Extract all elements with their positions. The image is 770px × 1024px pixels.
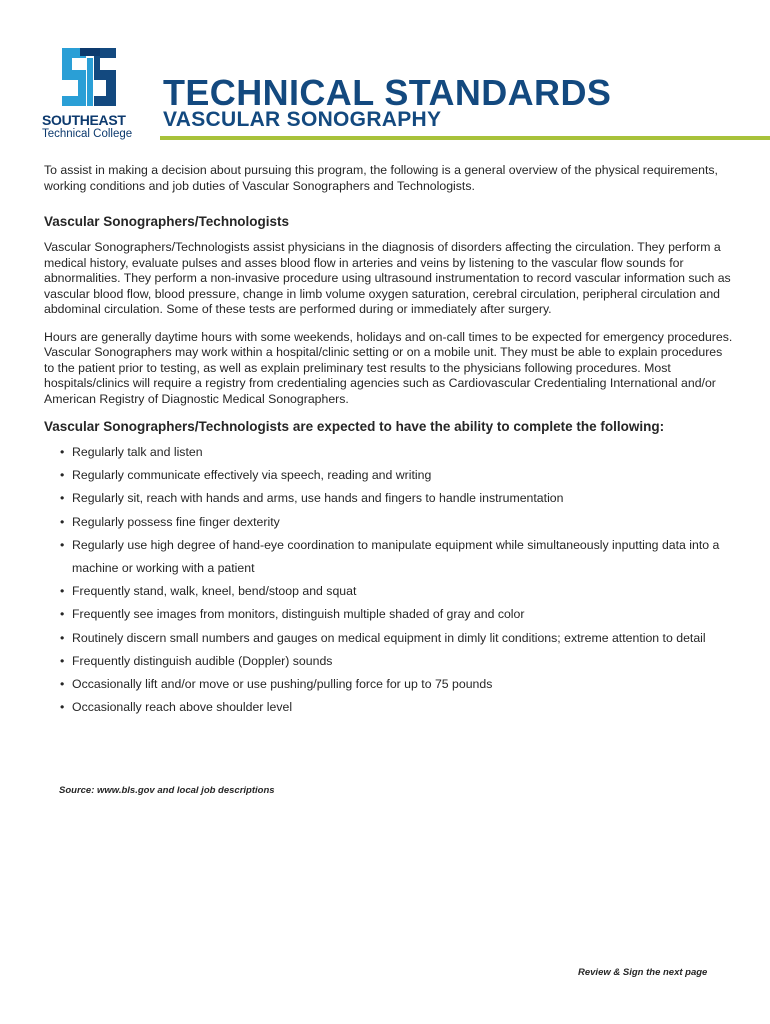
- list-item-text: Regularly talk and listen: [72, 445, 203, 459]
- bullet-icon: •: [60, 537, 65, 552]
- list-item-text: Regularly communicate effectively via speech, reading and writing: [72, 468, 432, 483]
- document-body: [44, 163, 734, 719]
- list-item-text: Regularly sit, reach with hands and arms, use hands and fingers to handle instrumentation: [72, 491, 564, 506]
- list-item: [60, 511, 740, 534]
- list-item: [60, 650, 740, 673]
- bullet-icon: •: [60, 468, 65, 483]
- list-item: [60, 627, 740, 650]
- header-divider: [160, 136, 770, 140]
- list-item-text: Frequently see images from monitors, distinguish multiple shaded of gray and color: [72, 607, 525, 622]
- bullet-icon: •: [60, 584, 65, 599]
- role-description-paragraph: Vascular Sonographers/Technologists assist physicians in the diagnosis of disorders affecting the circulation. They perform a medical history, evaluate pulses and asses blood flow in arteries and veins by listening to the vascular flow sounds for abnormalities. They perform a non-invasive procedure using ultrasound instrumentation to record vascular information such as vascular blood flow, blood pressure, change in limb volume oxygen saturation, cerebral circulation, peripheral circulation and abdominal circulation. Some of these tests are performed during or immediately after surgery.: [44, 240, 731, 316]
- list-item: [60, 603, 740, 626]
- bullet-icon: •: [60, 491, 65, 506]
- section-heading-requirements: Vascular Sonographers/Technologists are expected to have the ability to complete the following:: [44, 419, 665, 434]
- bullet-icon: •: [60, 630, 65, 645]
- list-item: [60, 580, 740, 603]
- list-item: [60, 487, 740, 510]
- list-item: [60, 696, 740, 719]
- list-item-text: Regularly use high degree of hand-eye coordination to manipulate equipment while simultaneously inputting data into a machine or working with a patient: [72, 537, 720, 576]
- next-page-note: Review & Sign the next page: [578, 967, 708, 978]
- page-subtitle: VASCULAR SONOGRAPHY: [163, 108, 442, 131]
- list-item-text: Regularly possess fine finger dexterity: [72, 514, 280, 529]
- working-conditions-paragraph: Hours are generally daytime hours with some weekends, holidays and on-call times to be expected for emergency procedures. Vascular Sonographers may work within a hospital/clinic setting or on a mobile unit. They must be able to explain procedures to the patient prior to testing, as well as explain preliminary test results to the physicians following procedures. Most hospitals/clinics will require a registry from credentialing agencies such as Cardiovascular Credentialing International and/or American Registry of Diagnostic Medical Sonographers.: [44, 329, 733, 406]
- st-monogram-icon: [58, 44, 120, 110]
- logo-subname: Technical College: [42, 128, 133, 140]
- list-item: [60, 534, 740, 580]
- bullet-icon: •: [60, 700, 65, 715]
- intro-paragraph: To assist in making a decision about pursuing this program, the following is a general overview of the physical requirements, working conditions and job duties of Vascular Sonographers and Technologists.: [44, 163, 718, 193]
- section-heading-role: Vascular Sonographers/Technologists: [44, 214, 290, 229]
- list-item-text: Frequently distinguish audible (Doppler) sounds: [72, 653, 333, 668]
- list-item: [60, 441, 740, 464]
- page-title: TECHNICAL STANDARDS: [163, 72, 612, 113]
- source-note: Source: www.bls.gov and local job descriptions: [59, 785, 275, 796]
- list-item-text: Occasionally lift and/or move or use pushing/pulling force for up to 75 pounds: [72, 677, 493, 692]
- logo-name: SOUTHEAST: [42, 112, 126, 128]
- list-item-text: Routinely discern small numbers and gauges on medical equipment in dimly lit conditions; extreme attention to detail: [72, 630, 706, 645]
- list-item: [60, 673, 740, 696]
- bullet-icon: •: [60, 677, 65, 692]
- college-logo: [40, 44, 150, 144]
- bullet-icon: •: [60, 445, 65, 459]
- bullet-icon: •: [60, 514, 65, 529]
- list-item-text: Frequently stand, walk, kneel, bend/stoop and squat: [72, 584, 357, 599]
- bullet-icon: •: [60, 653, 65, 668]
- requirements-list: [44, 441, 740, 719]
- bullet-icon: •: [60, 607, 65, 622]
- list-item-text: Occasionally reach above shoulder level: [72, 700, 293, 715]
- list-item: [60, 464, 740, 487]
